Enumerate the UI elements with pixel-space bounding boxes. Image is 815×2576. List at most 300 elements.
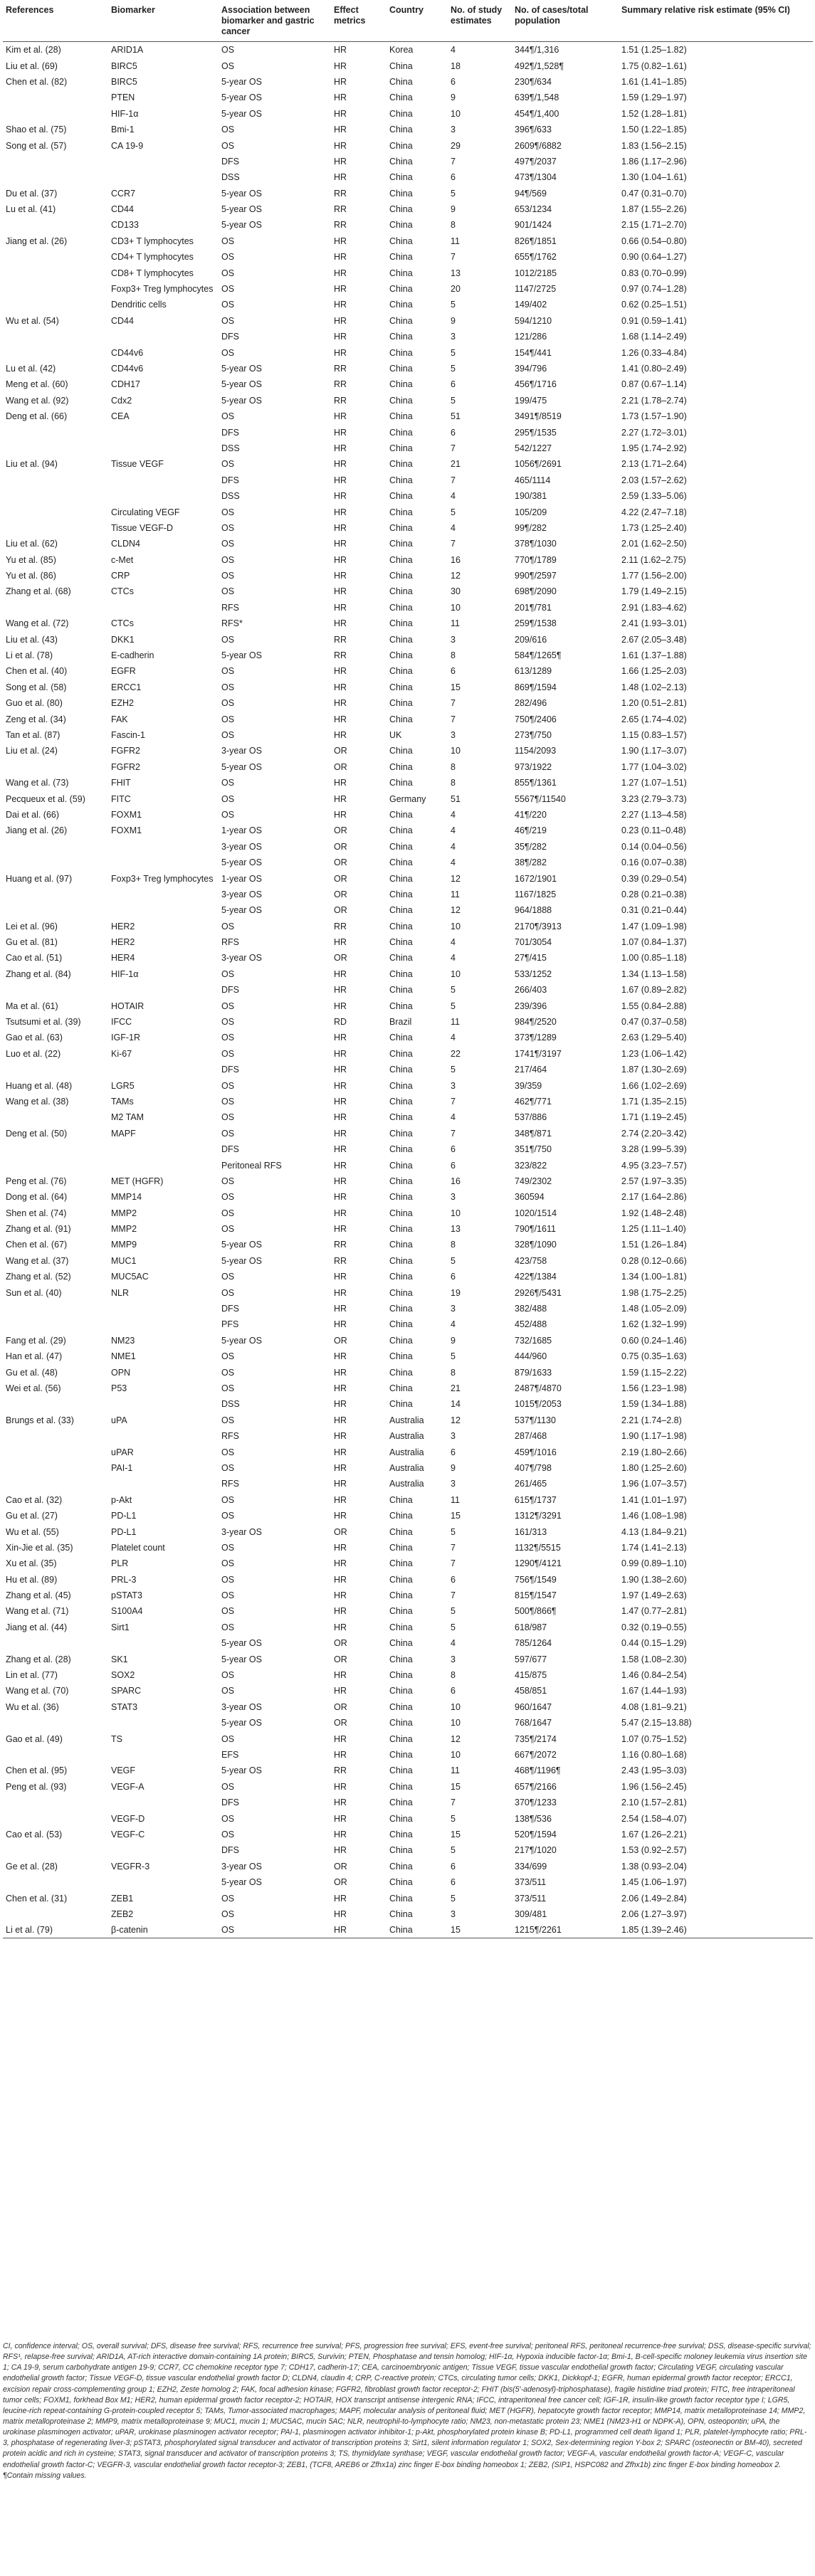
table-row bbox=[3, 791, 813, 806]
cell-effect-metric: RR bbox=[334, 1240, 347, 1250]
cell-association: 5-year OS bbox=[221, 93, 262, 103]
table-row bbox=[3, 759, 813, 775]
cell-study-estimates: 11 bbox=[451, 236, 460, 246]
cell-biomarker: VEGF bbox=[111, 1765, 136, 1776]
table-row bbox=[3, 281, 813, 297]
cell-effect-metric: HR bbox=[334, 300, 347, 310]
cell-effect-metric: OR bbox=[334, 857, 347, 868]
cell-association: OS bbox=[221, 1511, 235, 1521]
cell-summary-rr: 1.66 (1.25–2.03) bbox=[621, 666, 687, 677]
table-row bbox=[3, 839, 813, 855]
cell-study-estimates: 15 bbox=[451, 682, 461, 692]
cell-cases-population: 423/758 bbox=[515, 1255, 547, 1266]
table-row bbox=[3, 616, 813, 631]
cell-cases-population: 1132¶/5515 bbox=[515, 1542, 561, 1553]
cell-study-estimates: 16 bbox=[451, 554, 461, 565]
cell-effect-metric: HR bbox=[334, 1447, 347, 1457]
cell-summary-rr: 1.51 (1.26–1.84) bbox=[621, 1240, 687, 1250]
cell-study-estimates: 8 bbox=[451, 761, 456, 772]
table-row bbox=[3, 1651, 813, 1667]
cell-association: 1-year OS bbox=[221, 825, 262, 836]
cell-cases-population: 657¶/2166 bbox=[515, 1781, 557, 1792]
cell-study-estimates: 5 bbox=[451, 1813, 456, 1824]
cell-association: OS bbox=[221, 634, 235, 645]
cell-cases-population: 230¶/634 bbox=[515, 76, 552, 87]
table-row bbox=[3, 648, 813, 663]
cell-summary-rr: 1.59 (1.15–2.22) bbox=[621, 1367, 687, 1378]
table-row bbox=[3, 855, 813, 870]
cell-country: China bbox=[389, 1893, 413, 1904]
cell-effect-metric: HR bbox=[334, 539, 347, 549]
table-row bbox=[3, 1556, 813, 1571]
cell-effect-metric: HR bbox=[334, 507, 347, 517]
cell-association: OS bbox=[221, 1128, 235, 1139]
table-row bbox=[3, 1141, 813, 1157]
cell-summary-rr: 2.21 (1.78–2.74) bbox=[621, 395, 687, 406]
cell-cases-population: 533/1252 bbox=[515, 968, 552, 979]
cell-country: China bbox=[389, 1542, 413, 1553]
cell-effect-metric: HR bbox=[334, 1686, 347, 1696]
cell-reference: Yu et al. (85) bbox=[6, 554, 56, 565]
cell-reference: Shen et al. (74) bbox=[6, 1208, 67, 1218]
cell-effect-metric: HR bbox=[334, 1479, 347, 1489]
cell-reference bbox=[3, 1141, 108, 1157]
cell-country: China bbox=[389, 172, 413, 183]
cell-association: DSS bbox=[221, 172, 240, 183]
cell-cases-population: 735¶/2174 bbox=[515, 1733, 557, 1744]
cell-effect-metric: RR bbox=[334, 220, 347, 231]
cell-reference: Deng et al. (66) bbox=[6, 411, 68, 422]
cell-study-estimates: 5 bbox=[451, 1893, 456, 1904]
cell-reference: Dong et al. (64) bbox=[6, 1192, 68, 1203]
cell-association: OS bbox=[221, 1192, 235, 1203]
table-row bbox=[3, 711, 813, 727]
cell-summary-rr: 2.67 (2.05–3.48) bbox=[621, 634, 687, 645]
cell-cases-population: 454¶/1,400 bbox=[515, 108, 559, 119]
cell-biomarker bbox=[108, 600, 219, 616]
table-row bbox=[3, 1428, 813, 1444]
cell-cases-population: 452/488 bbox=[515, 1319, 547, 1330]
cell-biomarker: CD8+ T lymphocytes bbox=[111, 268, 194, 278]
cell-biomarker: ERCC1 bbox=[111, 682, 142, 692]
cell-country: China bbox=[389, 1112, 413, 1123]
cell-summary-rr: 0.91 (0.59–1.41) bbox=[621, 315, 687, 326]
cell-reference: Huang et al. (97) bbox=[6, 873, 73, 884]
cell-country: China bbox=[389, 1718, 413, 1728]
cell-association: OS bbox=[221, 729, 235, 740]
cell-study-estimates: 15 bbox=[451, 1511, 461, 1521]
cell-biomarker: OPN bbox=[111, 1367, 131, 1378]
cell-summary-rr: 2.63 (1.29–5.40) bbox=[621, 1033, 687, 1043]
cell-study-estimates: 4 bbox=[451, 937, 456, 948]
cell-cases-population: 239/396 bbox=[515, 1001, 547, 1011]
cell-cases-population: 444/960 bbox=[515, 1351, 547, 1362]
cell-summary-rr: 1.83 (1.56–2.15) bbox=[621, 140, 687, 151]
cell-effect-metric: OR bbox=[334, 905, 347, 916]
cell-country: China bbox=[389, 1399, 413, 1410]
cell-cases-population: 217¶/1020 bbox=[515, 1845, 557, 1856]
cell-association: OS bbox=[221, 125, 235, 135]
cell-effect-metric: OR bbox=[334, 841, 347, 852]
cell-cases-population: 655¶/1762 bbox=[515, 252, 557, 263]
cell-reference: Brungs et al. (33) bbox=[6, 1415, 74, 1425]
cell-reference: Cao et al. (32) bbox=[6, 1494, 63, 1505]
cell-study-estimates: 51 bbox=[451, 793, 461, 804]
cell-biomarker: PRL-3 bbox=[111, 1574, 137, 1585]
cell-association: OS bbox=[221, 1781, 235, 1792]
cell-country: China bbox=[389, 1096, 413, 1107]
cell-summary-rr: 0.47 (0.37–0.58) bbox=[621, 1017, 687, 1028]
cell-country: China bbox=[389, 1558, 413, 1569]
cell-reference bbox=[3, 1795, 108, 1810]
cell-biomarker bbox=[108, 887, 219, 902]
table-row bbox=[3, 568, 813, 584]
cell-country: China bbox=[389, 315, 413, 326]
table-row bbox=[3, 74, 813, 90]
cell-association: 3-year OS bbox=[221, 746, 262, 756]
cell-summary-rr: 1.90 (1.17–3.07) bbox=[621, 746, 687, 756]
cell-study-estimates: 4 bbox=[451, 953, 456, 964]
cell-study-estimates: 9 bbox=[451, 1335, 456, 1346]
cell-summary-rr: 1.95 (1.74–2.92) bbox=[621, 443, 687, 453]
cell-association: OS bbox=[221, 1670, 235, 1681]
cell-association: 5-year OS bbox=[221, 1240, 262, 1250]
cell-cases-population: 394/796 bbox=[515, 364, 547, 374]
cell-summary-rr: 0.97 (0.74–1.28) bbox=[621, 284, 687, 295]
table-row bbox=[3, 1827, 813, 1842]
cell-biomarker: S100A4 bbox=[111, 1606, 143, 1617]
cell-biomarker: LGR5 bbox=[111, 1080, 135, 1091]
cell-effect-metric: HR bbox=[334, 236, 347, 246]
table-row bbox=[3, 695, 813, 711]
cell-association: OS bbox=[221, 809, 235, 820]
table-row bbox=[3, 934, 813, 950]
cell-study-estimates: 21 bbox=[451, 1383, 461, 1393]
cell-study-estimates: 3 bbox=[451, 125, 456, 135]
cell-study-estimates: 3 bbox=[451, 729, 456, 740]
table-footnote: CI, confidence interval; OS, overall survival; DFS, disease free survival; RFS, recurrence free survival; PFS, progression free survival; EFS, event-free survival; peritoneal RFS, peritoneal recurrence-free survival; DSS, disease-specific survival; RFS¹, relapse-free survival; ARID1A, AT-rich interactive domain-containing 1A protein; BIRC5, Survivin; PTEN, Phosphatase and tensin homolog; HIF-1α, Hypoxia inducible factor-1α; Bmi-1, B-cell-specific moloney leukemia virus insertion site 1; CA 19-9, serum carbohydrate antigen 19-9; CCR7, CC chemokine receptor type 7; CDH17, cadherin-17; CEA, carcinoembryonic antigen; Tissue VEGF, tissue vascular endothelial growth factor; Circulating VEGF, circulating vascular endothelial growth factor; Tissue VEGF-D, tissue vascular endothelial growth factor D; CLDN4, claudin 4; CRP, C-reactive protein; CTCs, circulating tumor cells; DKK1, Dickkopf-1; EGFR, human epidermal growth factor receptor; ERCC1, excision repair cross-complementing group 1; EZH2, Zeste homolog 2; FAK, focal adhesion kinase; FGFR2, fibroblast growth factor receptor-2; FHIT (bis(5′-adenosyl)-triphosphatase), fragile histidine triad protein; FITC, free intraperitoneal tumor cells; FOXM1, forkhead Box M1; HER2, human epidermal growth factor receptor-2; HOTAIR, HOX transcript antisense intergenic RNA; IFCC, intraperitoneal free cancer cell; IGF-1R, insulin-like growth factor receptor type I; LGR5, leucine-rich repeat-containing G-protein-coupled receptor 5; TAMs, Tumor-associated macrophages; MAPF, molecular analysis of peritoneal fluid; MET (HGFR), hepatocyte growth factor receptor; MMP14, matrix metalloproteinase 14; MMP2, matrix metalloproteinase 2; MMP9, matrix metalloproteinase 9; MUC1, mucin 1; MUC5AC, mucin 5AC; NLR, neutrophil-to-lymphocyte ratio; NM23, non-metastatic protein 23; NME1 (NM23-H1 or NDPK-A), OPN, osteopontin; uPA, the urokinase plasminogen activator; uPAR, urokinase plasminogen activator receptor; PAI-1, plasminogen activator inhibitor-1; p-Akt, phosphorylated protein kinase B; PD-L1, programmed cell death ligand 1; PLR, platelet-lymphocyte ratio; PRL-3, phosphatase of regenerating liver-3; pSTAT3, phosphorylated signal transducer and activator of transcription proteins 3; Sirt1, silent information regulator 1; SOX2, Sex-determining region Y-box 2; SPARC (osteonectin or BM-40), secreted protein acidic and rich in cysteine; STAT3, signal transducer and activator of transcription proteins 3; TS, thymidylate synthase; VEGF, vascular endothelial growth factor; VEGF-A, vascular endothelial growth factor-A; VEGF-C, vascular endothelial growth factor-C; VEGFR-3, vascular endothelial growth factor receptor-3; ZEB1, (TCF8, AREB6 or Zfhx1a) zinc finger E-box binding homeobox 1; ZEB2, (SIP1, HSPC082 and Zfhx1b) zinc finger E-box binding homeobox 2. ¶Contain missing values. bbox=[3, 2342, 811, 2480]
cell-country: China bbox=[389, 1224, 413, 1235]
cell-summary-rr: 1.51 (1.25–1.82) bbox=[621, 45, 687, 56]
cell-association: OS bbox=[221, 698, 235, 709]
cell-reference bbox=[3, 265, 108, 280]
cell-reference: Du et al. (37) bbox=[6, 188, 58, 199]
cell-cases-population: 465/1114 bbox=[515, 475, 551, 485]
cell-country: China bbox=[389, 1287, 413, 1298]
cell-country: China bbox=[389, 236, 413, 246]
cell-biomarker: Tissue VEGF bbox=[111, 459, 164, 470]
cell-country: China bbox=[389, 1701, 413, 1712]
cell-effect-metric: HR bbox=[334, 809, 347, 820]
cell-biomarker: EZH2 bbox=[111, 698, 134, 709]
cell-association: OS bbox=[221, 411, 235, 422]
cell-reference: Meng et al. (60) bbox=[6, 379, 68, 390]
cell-effect-metric: OR bbox=[334, 889, 347, 899]
cell-summary-rr: 0.99 (0.89–1.10) bbox=[621, 1558, 687, 1569]
cell-study-estimates: 10 bbox=[451, 108, 461, 119]
cell-biomarker: MMP14 bbox=[111, 1192, 142, 1203]
cell-effect-metric: HR bbox=[334, 1001, 347, 1011]
cell-biomarker: FGFR2 bbox=[111, 746, 140, 756]
cell-reference bbox=[3, 1635, 108, 1651]
cell-country: China bbox=[389, 1606, 413, 1617]
cell-biomarker: FAK bbox=[111, 714, 128, 724]
cell-summary-rr: 1.71 (1.19–2.45) bbox=[621, 1112, 687, 1123]
cell-biomarker: HER2 bbox=[111, 921, 135, 931]
cell-summary-rr: 1.25 (1.11–1.40) bbox=[621, 1224, 686, 1235]
cell-reference bbox=[3, 1460, 108, 1476]
cell-cases-population: 217/464 bbox=[515, 1065, 547, 1075]
cell-reference: Dai et al. (66) bbox=[6, 809, 60, 820]
cell-cases-population: 750¶/2406 bbox=[515, 714, 557, 724]
cell-effect-metric: HR bbox=[334, 1080, 347, 1091]
cell-biomarker: P53 bbox=[111, 1383, 127, 1393]
cell-association: DFS bbox=[221, 1304, 239, 1314]
cell-effect-metric: HR bbox=[334, 666, 347, 677]
cell-cases-population: 39/359 bbox=[515, 1080, 542, 1091]
cell-association: OS bbox=[221, 268, 235, 278]
cell-country: China bbox=[389, 1001, 413, 1011]
cell-effect-metric: HR bbox=[334, 1909, 347, 1919]
cell-reference: Li et al. (78) bbox=[6, 650, 53, 661]
cell-summary-rr: 0.23 (0.11–0.48) bbox=[621, 825, 686, 836]
cell-summary-rr: 1.41 (0.80–2.49) bbox=[621, 364, 687, 374]
cell-association: 5-year OS bbox=[221, 1877, 262, 1888]
cell-biomarker bbox=[108, 1301, 219, 1316]
cell-reference bbox=[3, 1842, 108, 1858]
cell-biomarker: MUC1 bbox=[111, 1255, 137, 1266]
cell-effect-metric: HR bbox=[334, 1144, 347, 1155]
cell-cases-population: 584¶/1265¶ bbox=[515, 650, 562, 661]
cell-country: China bbox=[389, 1638, 413, 1649]
cell-study-estimates: 12 bbox=[451, 1733, 461, 1744]
cell-country: China bbox=[389, 1798, 413, 1808]
cell-country: China bbox=[389, 284, 413, 295]
cell-effect-metric: HR bbox=[334, 571, 347, 581]
cell-association: 5-year OS bbox=[221, 395, 262, 406]
cell-association: 3-year OS bbox=[221, 1861, 262, 1872]
cell-summary-rr: 2.06 (1.27–3.97) bbox=[621, 1909, 687, 1919]
cell-summary-rr: 1.07 (0.75–1.52) bbox=[621, 1733, 687, 1744]
cell-study-estimates: 4 bbox=[451, 1638, 456, 1649]
cell-summary-rr: 1.90 (1.38–2.60) bbox=[621, 1574, 687, 1585]
cell-country: Brazil bbox=[389, 1017, 412, 1028]
cell-biomarker bbox=[108, 1316, 219, 1332]
cell-cases-population: 382/488 bbox=[515, 1304, 547, 1314]
cell-country: Australia bbox=[389, 1431, 424, 1442]
cell-study-estimates: 10 bbox=[451, 921, 461, 931]
cell-reference: Cao et al. (51) bbox=[6, 953, 63, 964]
cell-country: China bbox=[389, 857, 413, 868]
cell-study-estimates: 4 bbox=[451, 1033, 456, 1043]
cell-association: OS bbox=[221, 1542, 235, 1553]
cell-effect-metric: OR bbox=[334, 1701, 347, 1712]
cell-effect-metric: RR bbox=[334, 1765, 347, 1776]
cell-summary-rr: 0.62 (0.25–1.51) bbox=[621, 300, 687, 310]
cell-biomarker: PD-L1 bbox=[111, 1511, 137, 1521]
cell-reference bbox=[3, 1476, 108, 1492]
cell-cases-population: 973/1922 bbox=[515, 761, 552, 772]
cell-biomarker bbox=[108, 982, 219, 998]
cell-biomarker: CD44v6 bbox=[111, 364, 144, 374]
cell-study-estimates: 3 bbox=[451, 1192, 456, 1203]
cell-cases-population: 960/1647 bbox=[515, 1701, 552, 1712]
table-row bbox=[3, 1381, 813, 1396]
cell-country: China bbox=[389, 1654, 413, 1664]
cell-reference: Lu et al. (42) bbox=[6, 364, 56, 374]
cell-association: 5-year OS bbox=[221, 76, 262, 87]
cell-association: OS bbox=[221, 1909, 235, 1919]
cell-effect-metric: HR bbox=[334, 793, 347, 804]
cell-country: China bbox=[389, 1304, 413, 1314]
cell-biomarker: Bmi-1 bbox=[111, 125, 135, 135]
cell-association: DFS bbox=[221, 1144, 239, 1155]
cell-effect-metric: HR bbox=[334, 140, 347, 151]
cell-cases-population: 287/468 bbox=[515, 1431, 547, 1442]
cell-reference: Gu et al. (81) bbox=[6, 937, 58, 948]
cell-effect-metric: HR bbox=[334, 1574, 347, 1585]
table-row bbox=[3, 217, 813, 233]
cell-study-estimates: 13 bbox=[451, 268, 461, 278]
cell-study-estimates: 14 bbox=[451, 1399, 461, 1410]
table-row bbox=[3, 154, 813, 169]
cell-cases-population: 27¶/415 bbox=[515, 953, 547, 964]
cell-biomarker: MMP2 bbox=[111, 1224, 137, 1235]
cell-association: OS bbox=[221, 1367, 235, 1378]
cell-cases-population: 199/475 bbox=[515, 395, 547, 406]
cell-country: China bbox=[389, 1526, 413, 1537]
cell-effect-metric: HR bbox=[334, 1845, 347, 1856]
cell-biomarker: STAT3 bbox=[111, 1701, 138, 1712]
cell-country: China bbox=[389, 1861, 413, 1872]
cell-reference bbox=[3, 1396, 108, 1412]
cell-cases-population: 701/3054 bbox=[515, 937, 552, 948]
cell-association: 1-year OS bbox=[221, 873, 262, 884]
cell-study-estimates: 15 bbox=[448, 1922, 512, 1938]
cell-association: OS bbox=[221, 1048, 235, 1059]
table-row bbox=[3, 950, 813, 966]
cell-effect-metric: HR bbox=[334, 729, 347, 740]
cell-association: DFS bbox=[221, 427, 239, 438]
cell-reference: Song et al. (58) bbox=[6, 682, 67, 692]
cell-reference: Guo et al. (80) bbox=[6, 698, 63, 709]
cell-summary-rr: 0.39 (0.29–0.54) bbox=[621, 873, 687, 884]
table-row bbox=[3, 1396, 813, 1412]
cell-country: China bbox=[389, 459, 413, 470]
table-row bbox=[3, 186, 813, 201]
cell-cases-population: 2487¶/4870 bbox=[515, 1383, 562, 1393]
cell-summary-rr: 1.00 (0.85–1.18) bbox=[621, 953, 687, 964]
cell-study-estimates: 6 bbox=[451, 1144, 456, 1155]
table-row bbox=[3, 42, 813, 58]
cell-summary-rr: 1.67 (0.89–2.82) bbox=[621, 985, 687, 996]
cell-reference: Hu et al. (89) bbox=[6, 1574, 58, 1585]
cell-association: 5-year OS bbox=[221, 204, 262, 215]
cell-biomarker: uPAR bbox=[111, 1447, 134, 1457]
cell-reference: Lei et al. (96) bbox=[6, 921, 58, 931]
cell-country: China bbox=[389, 1574, 413, 1585]
cell-study-estimates: 20 bbox=[451, 284, 461, 295]
cell-country: China bbox=[389, 1749, 413, 1760]
cell-association: OS bbox=[221, 714, 235, 724]
cell-association: 5-year OS bbox=[221, 761, 262, 772]
table-row bbox=[3, 1922, 813, 1938]
cell-association: OS bbox=[221, 60, 235, 71]
cell-study-estimates: 8 bbox=[451, 1240, 456, 1250]
cell-biomarker bbox=[108, 169, 219, 185]
cell-study-estimates: 7 bbox=[451, 1558, 456, 1569]
header-cases-population: No. of cases/total population bbox=[512, 3, 619, 42]
cell-summary-rr: 1.97 (1.49–2.63) bbox=[621, 1590, 687, 1601]
cell-summary-rr: 2.27 (1.72–3.01) bbox=[621, 427, 687, 438]
cell-country: Germany bbox=[389, 793, 426, 804]
cell-study-estimates: 11 bbox=[451, 1494, 460, 1505]
table-row bbox=[3, 823, 813, 838]
cell-country: China bbox=[389, 1494, 413, 1505]
table-row bbox=[3, 1620, 813, 1635]
cell-biomarker: MET (HGFR) bbox=[111, 1176, 164, 1186]
cell-summary-rr: 2.17 (1.64–2.86) bbox=[621, 1192, 687, 1203]
cell-cases-population: 273¶/750 bbox=[515, 729, 552, 740]
cell-study-estimates: 22 bbox=[451, 1048, 461, 1059]
cell-cases-population: 261/465 bbox=[515, 1479, 547, 1489]
cell-study-estimates: 5 bbox=[451, 1351, 456, 1362]
cell-country: China bbox=[389, 905, 413, 916]
cell-biomarker: FGFR2 bbox=[111, 761, 140, 772]
cell-reference: Chen et al. (31) bbox=[6, 1893, 68, 1904]
cell-biomarker: VEGF-D bbox=[111, 1813, 145, 1824]
cell-reference: Sun et al. (40) bbox=[6, 1287, 62, 1298]
table-row bbox=[3, 90, 813, 105]
cell-biomarker: FOXM1 bbox=[111, 825, 142, 836]
table-row bbox=[3, 1157, 813, 1173]
cell-reference bbox=[3, 154, 108, 169]
cell-summary-rr: 1.48 (1.05–2.09) bbox=[621, 1304, 687, 1314]
cell-biomarker bbox=[108, 424, 219, 440]
cell-study-estimates: 7 bbox=[451, 1798, 456, 1808]
cell-summary-rr: 0.28 (0.12–0.66) bbox=[621, 1255, 687, 1266]
cell-country: China bbox=[389, 618, 413, 629]
cell-country: China bbox=[389, 443, 413, 453]
cell-country: China bbox=[389, 746, 413, 756]
cell-biomarker: CD133 bbox=[111, 220, 139, 231]
table-row bbox=[3, 1572, 813, 1588]
table-row bbox=[3, 536, 813, 551]
cell-cases-population: 201¶/781 bbox=[515, 602, 552, 613]
cell-cases-population: 351¶/750 bbox=[515, 1144, 552, 1155]
cell-association: DFS bbox=[221, 1798, 239, 1808]
cell-cases-population: 1020/1514 bbox=[515, 1208, 557, 1218]
cell-summary-rr: 1.96 (1.56–2.45) bbox=[621, 1781, 687, 1792]
cell-reference: Cao et al. (53) bbox=[6, 1829, 63, 1839]
cell-effect-metric: HR bbox=[334, 714, 347, 724]
cell-reference: Ma et al. (61) bbox=[6, 1001, 58, 1011]
cell-summary-rr: 2.13 (1.71–2.64) bbox=[621, 459, 687, 470]
table-row bbox=[3, 1874, 813, 1890]
cell-cases-population: 105/209 bbox=[515, 507, 547, 517]
cell-effect-metric: HR bbox=[334, 682, 347, 692]
cell-country: China bbox=[389, 1686, 413, 1696]
cell-country: China bbox=[389, 539, 413, 549]
cell-cases-population: 360594 bbox=[515, 1192, 545, 1203]
cell-biomarker: SOX2 bbox=[111, 1670, 135, 1681]
cell-summary-rr: 1.66 (1.02–2.69) bbox=[621, 1080, 687, 1091]
cell-study-estimates: 6 bbox=[451, 1272, 456, 1282]
cell-cases-population: 282/496 bbox=[515, 698, 547, 709]
cell-biomarker bbox=[108, 473, 219, 488]
cell-study-estimates: 8 bbox=[451, 778, 456, 788]
cell-effect-metric: OR bbox=[334, 1861, 347, 1872]
